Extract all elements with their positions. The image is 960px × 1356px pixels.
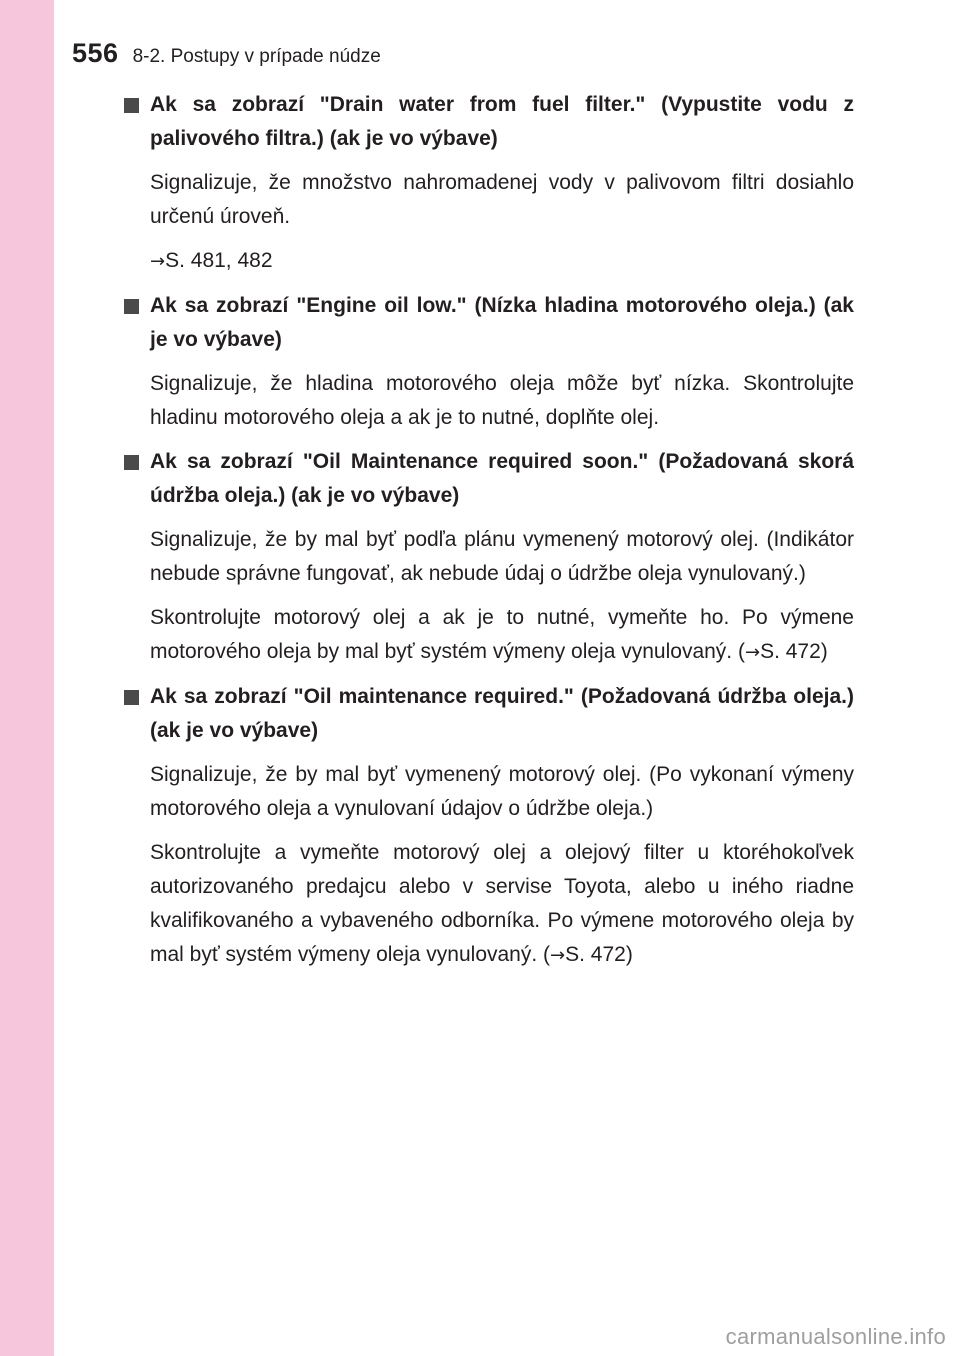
topic-heading bbox=[124, 445, 854, 513]
topic-drain-water bbox=[124, 88, 854, 279]
topic-paragraph bbox=[124, 836, 854, 973]
topic-heading-text: Ak sa zobrazí "Drain water from fuel filter." (Vypustite vodu z palivového filtra.) (ak je vo výbave) bbox=[150, 93, 854, 150]
square-bullet-icon bbox=[124, 455, 139, 470]
topic-heading-text: Ak sa zobrazí "Oil Maintenance required soon." (Požadovaná skorá údržba oleja.) (ak je vo výbave) bbox=[150, 450, 854, 507]
page-reference-text: S. 481, 482 bbox=[165, 249, 273, 272]
section-title: 8-2. Postupy v prípade núdze bbox=[132, 46, 381, 67]
topic-oil-maintenance-required bbox=[124, 680, 854, 973]
topic-paragraph: Signalizuje, že hladina motorového oleja môže byť nízka. Skontrolujte hladinu motorového oleja a ak je to nutné, doplňte olej. bbox=[150, 372, 854, 429]
page-header bbox=[72, 38, 880, 78]
arrow-right-icon: → bbox=[744, 642, 761, 663]
page-reference bbox=[124, 244, 854, 279]
topic-paragraph: Signalizuje, že by mal byť vymenený motorový olej. (Po vykonaní výmeny motorového oleja a vynulovaní údajov o údržbe oleja.) bbox=[150, 763, 854, 820]
topic-paragraph bbox=[124, 601, 854, 670]
topic-heading bbox=[124, 680, 854, 748]
chapter-side-strip bbox=[0, 0, 54, 1356]
page-reference-text: S. 472) bbox=[760, 640, 828, 663]
watermark: carmanualsonline.info bbox=[725, 1324, 946, 1349]
page-content bbox=[124, 88, 854, 983]
paragraph-text: Skontrolujte motorový olej a ak je to nutné, vymeňte ho. Po výmene motorového oleja by mal byť systém výmeny oleja vynulovaný. ( bbox=[150, 606, 854, 663]
topic-engine-oil-low bbox=[124, 289, 854, 435]
arrow-right-icon: → bbox=[150, 251, 166, 272]
topic-heading-text: Ak sa zobrazí "Engine oil low." (Nízka hladina motorového oleja.) (ak je vo výbave) bbox=[150, 294, 854, 351]
topic-paragraph: Signalizuje, že množstvo nahromadenej vody v palivovom filtri dosiahlo určenú úroveň. bbox=[150, 171, 854, 228]
topic-heading bbox=[124, 88, 854, 156]
topic-heading bbox=[124, 289, 854, 357]
square-bullet-icon bbox=[124, 299, 139, 314]
topic-paragraph: Signalizuje, že by mal byť podľa plánu vymenený motorový olej. (Indikátor nebude správne fungovať, ak nebude údaj o údržbe oleja vynulovaný.) bbox=[150, 528, 854, 585]
paragraph-text: Skontrolujte a vymeňte motorový olej a olejový filter u ktoréhokoľvek autorizovaného predajcu alebo v servise Toyota, alebo u iného riadne kvalifikovaného a vybaveného odborníka. Po výmene motorového oleja by mal byť systém výmeny oleja vynulovaný. ( bbox=[150, 841, 854, 966]
square-bullet-icon bbox=[124, 98, 139, 113]
arrow-right-icon: → bbox=[550, 945, 566, 966]
page-number: 556 bbox=[72, 38, 119, 68]
topic-heading-text: Ak sa zobrazí "Oil maintenance required." (Požadovaná údržba oleja.) (ak je vo výbave) bbox=[150, 685, 854, 742]
topic-oil-maintenance-soon bbox=[124, 445, 854, 670]
page-reference-text: S. 472) bbox=[565, 943, 633, 966]
square-bullet-icon bbox=[124, 690, 139, 705]
